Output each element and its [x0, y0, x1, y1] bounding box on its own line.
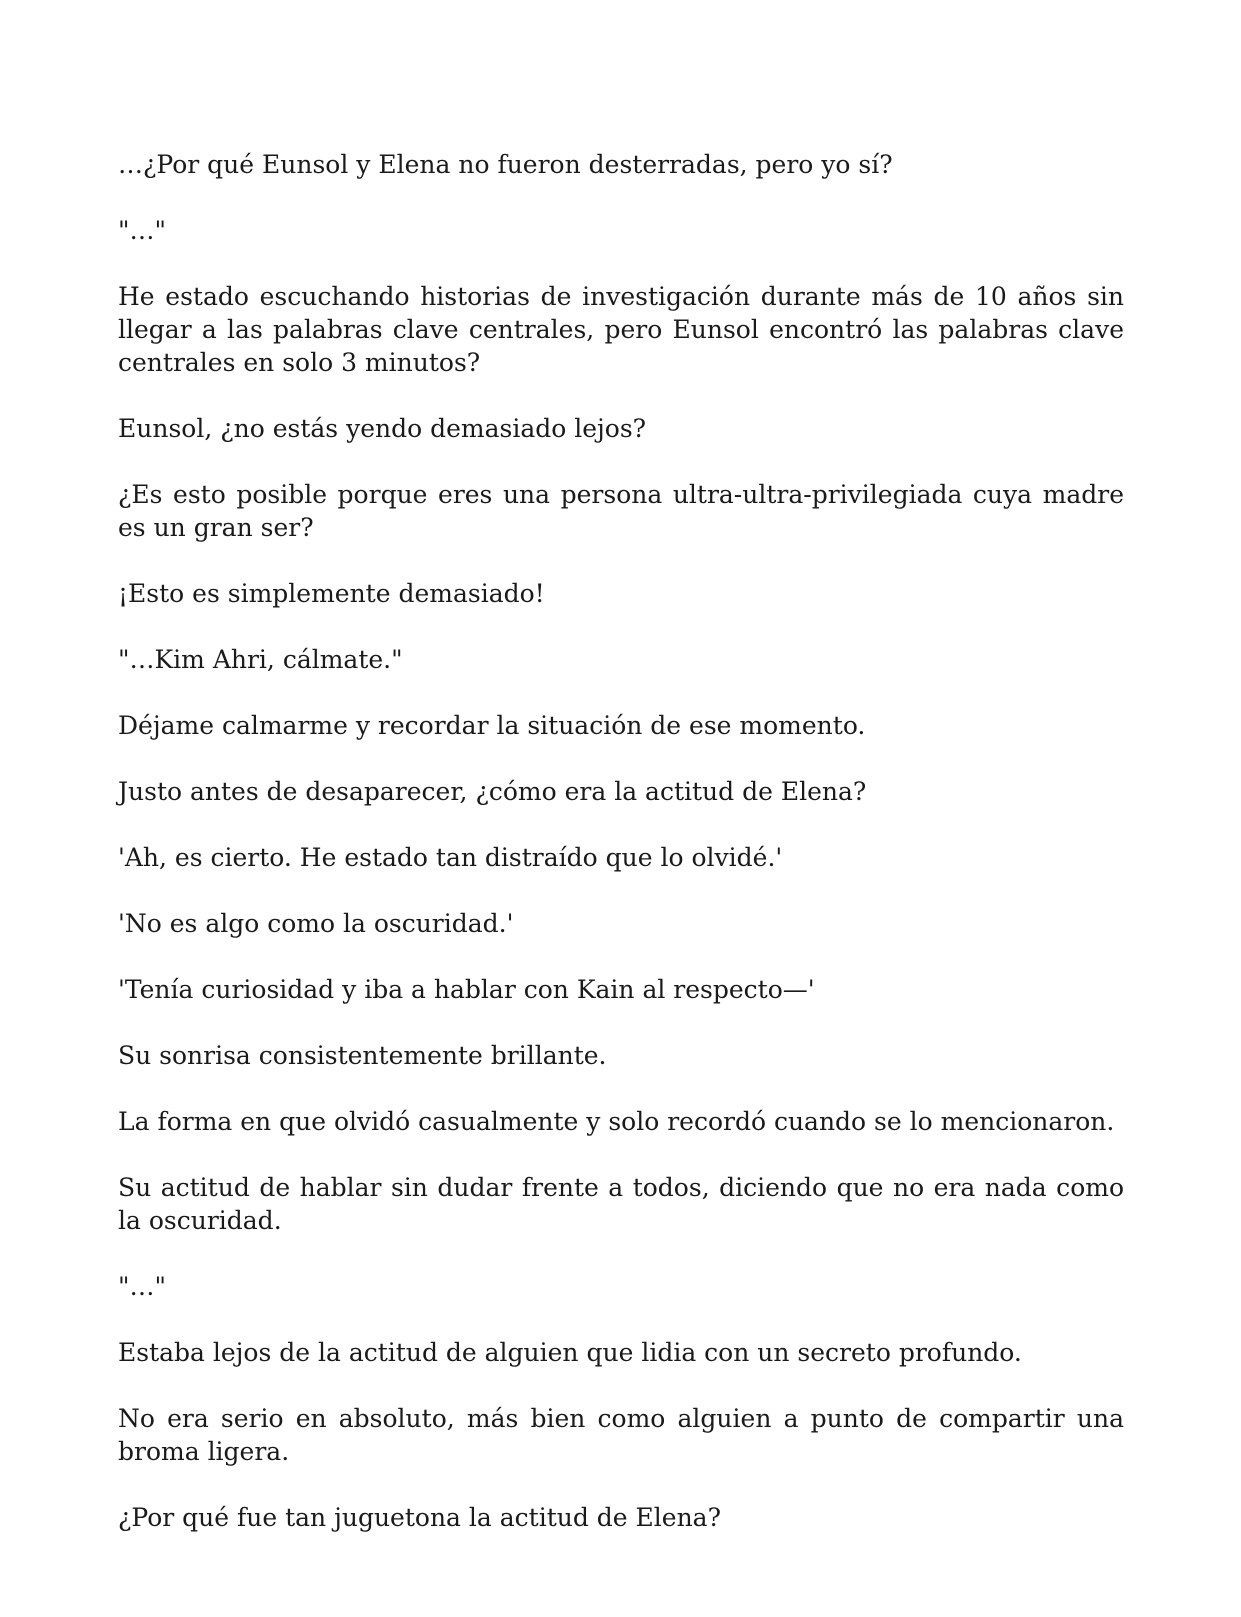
paragraph: ¿Por qué fue tan juguetona la actitud de Elena? [118, 1503, 721, 1532]
paragraph: 'Ah, es cierto. He estado tan distraído que lo olvidé.' [118, 843, 783, 872]
paragraph: …¿Por qué Eunsol y Elena no fueron desterradas, pero yo sí? [118, 150, 893, 179]
paragraph: Estaba lejos de la actitud de alguien que lidia con un secreto profundo. [118, 1338, 1022, 1367]
paragraph: 'Tenía curiosidad y iba a hablar con Kain al respecto—' [118, 975, 815, 1004]
paragraph: He estado escuchando historias de investigación durante más de 10 años sin llegar a las palabras clave centrales, pero Eunsol encontró las palabras clave centrales en solo 3 minutos? [118, 282, 1124, 377]
paragraph: No era serio en absoluto, más bien como alguien a punto de compartir una broma ligera. [118, 1404, 1124, 1466]
paragraph: Déjame calmarme y recordar la situación de ese momento. [118, 711, 866, 740]
paragraph: ¿Es esto posible porque eres una persona ultra-ultra-privilegiada cuya madre es un gran ser? [118, 480, 1124, 542]
paragraph: "…Kim Ahri, cálmate." [118, 645, 403, 674]
paragraph: Su sonrisa consistentemente brillante. [118, 1041, 607, 1070]
paragraph: ¡Esto es simplemente demasiado! [118, 579, 545, 608]
paragraph: Justo antes de desaparecer, ¿cómo era la actitud de Elena? [118, 777, 867, 806]
paragraph: Su actitud de hablar sin dudar frente a todos, diciendo que no era nada como la oscuridad. [118, 1173, 1124, 1235]
paragraph: Eunsol, ¿no estás yendo demasiado lejos? [118, 414, 647, 443]
paragraph: La forma en que olvidó casualmente y solo recordó cuando se lo mencionaron. [118, 1107, 1115, 1136]
document-body [118, 148, 1124, 1534]
paragraph: 'No es algo como la oscuridad.' [118, 909, 514, 938]
paragraph: "…" [118, 1272, 166, 1301]
paragraph: "…" [118, 216, 166, 245]
